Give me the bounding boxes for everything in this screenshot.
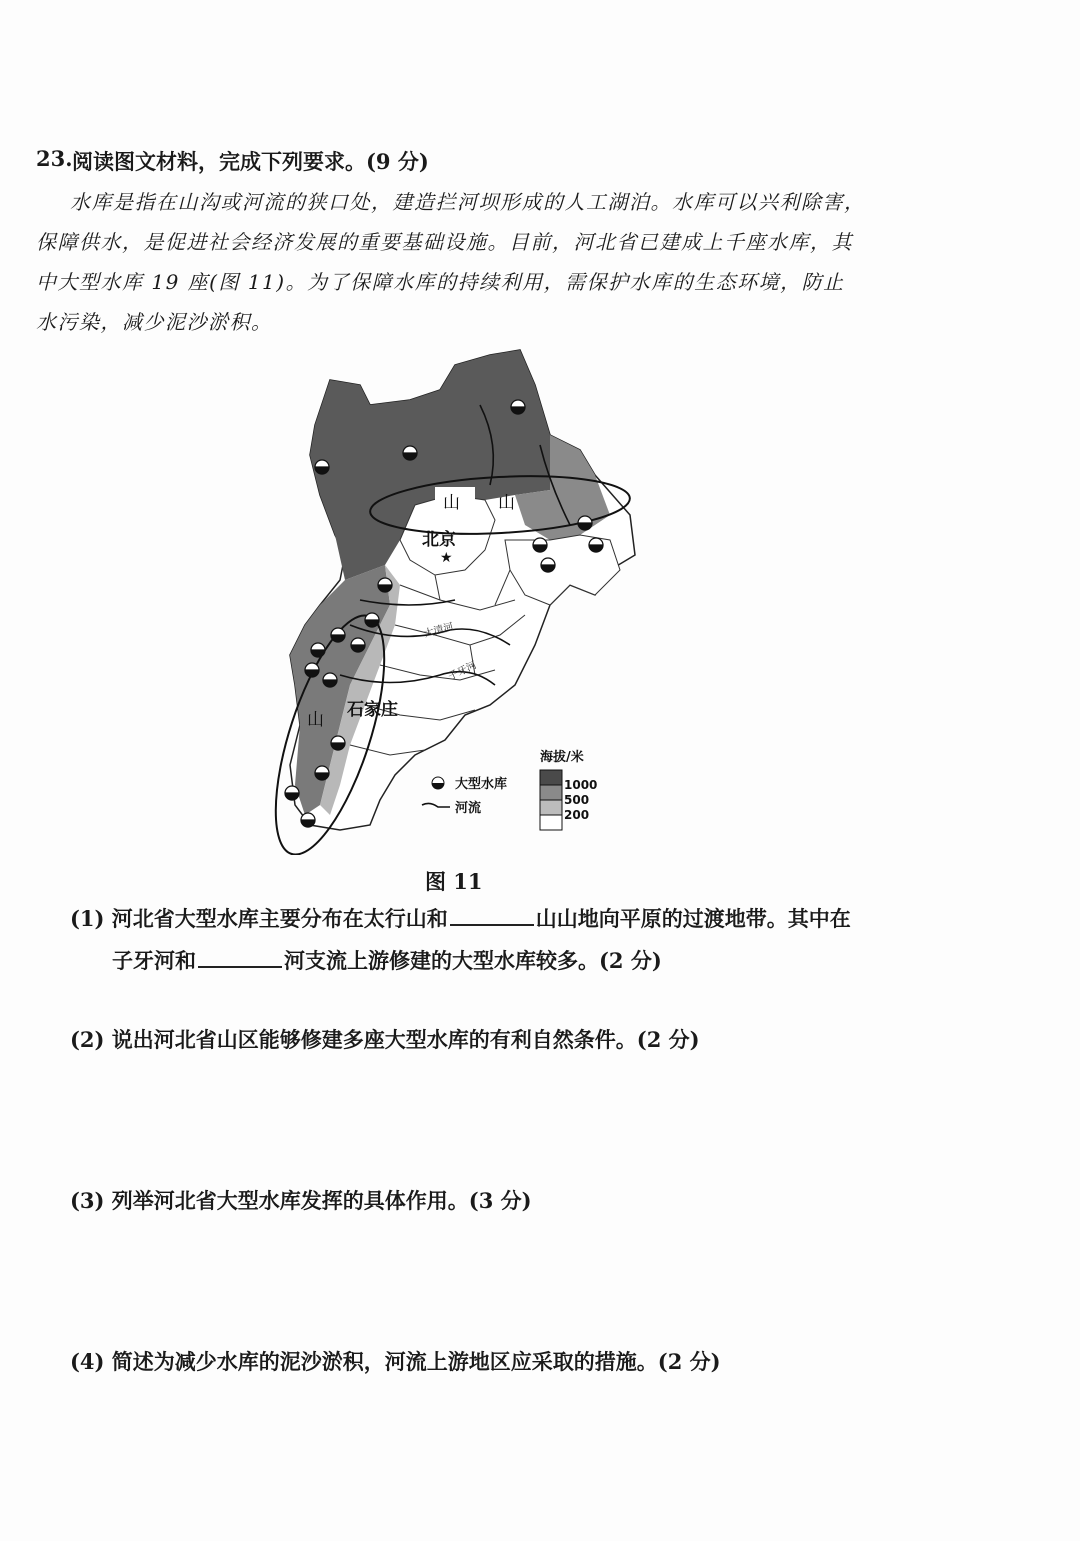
- legend-river-icon: [422, 803, 450, 807]
- beijing-star-icon: ★: [440, 550, 453, 566]
- figure-caption: 图 11: [425, 869, 483, 894]
- reservoir-marker: [285, 786, 299, 800]
- label-beijing: 北京: [422, 530, 456, 550]
- reservoir-marker: [323, 673, 337, 687]
- label-shijiazhuang: 石家庄: [347, 700, 398, 720]
- q1-text-b: 山山地向平原的过渡地带。其中在: [535, 906, 851, 931]
- reservoir-marker: [578, 516, 592, 530]
- reservoir-marker: [301, 813, 315, 827]
- legend-level-500: 500: [564, 793, 590, 807]
- reservoir-marker: [533, 538, 547, 552]
- legend-reservoir-icon: [432, 777, 444, 789]
- answer-blank-2[interactable]: [198, 946, 282, 968]
- label-mountain-2: 山: [498, 493, 515, 513]
- reservoir-marker: [351, 638, 365, 652]
- reservoir-marker: [331, 736, 345, 750]
- q1-text-a: (1) 河北省大型水库主要分布在太行山和: [70, 906, 448, 931]
- reservoir-marker: [403, 446, 417, 460]
- answer-blank-1[interactable]: [450, 904, 534, 926]
- legend-level-1000: 1000: [564, 778, 598, 792]
- legend-elevation-title: 海拔/米: [540, 750, 584, 765]
- reservoir-marker: [315, 460, 329, 474]
- subquestion-1: [70, 898, 890, 982]
- question-number: 23.: [36, 146, 73, 171]
- q1-text-c: 子牙河和: [112, 948, 196, 973]
- label-river-1: 大清河: [422, 621, 455, 640]
- question-title: 阅读图文材料，完成下列要求。(9 分): [72, 149, 429, 174]
- subquestion-4: (4) 简述为减少水库的泥沙淤积，河流上游地区应采取的措施。(2 分): [70, 1349, 721, 1374]
- legend-river-label: 河流: [455, 801, 482, 816]
- reservoir-marker: [589, 538, 603, 552]
- label-river-2: 子牙河: [446, 660, 479, 683]
- subquestion-2: (2) 说出河北省山区能够修建多座大型水库的有利自然条件。(2 分): [70, 1027, 700, 1052]
- reservoir-marker: [331, 628, 345, 642]
- reservoir-marker: [365, 613, 379, 627]
- label-mountain-3: 山: [307, 710, 324, 730]
- hebei-reservoir-map: [250, 345, 640, 855]
- material-paragraph: 水库是指在山沟或河流的狭口处，建造拦河坝形成的人工湖泊。水库可以兴利除害，保障供水，是促进社会经济发展的重要基础设施。目前，河北省已建成上千座水库，其中大型水库 19 座(图 11)。为了保障水库的持续利用，需保护水库的生态环境，防止水污染，减少泥沙淤积。: [36, 190, 866, 334]
- legend-level-200: 200: [564, 808, 590, 822]
- legend-reservoir-label: 大型水库: [455, 777, 508, 792]
- reservoir-marker: [315, 766, 329, 780]
- q1-text-d: 河支流上游修建的大型水库较多。(2 分): [284, 948, 662, 973]
- label-mountain-1: 山: [443, 493, 460, 513]
- reservoir-marker: [311, 643, 325, 657]
- reservoir-marker: [378, 578, 392, 592]
- subquestion-3: (3) 列举河北省大型水库发挥的具体作用。(3 分): [70, 1188, 532, 1213]
- map-legend: [422, 749, 597, 830]
- reservoir-marker: [511, 400, 525, 414]
- reservoir-marker: [541, 558, 555, 572]
- reservoir-marker: [305, 663, 319, 677]
